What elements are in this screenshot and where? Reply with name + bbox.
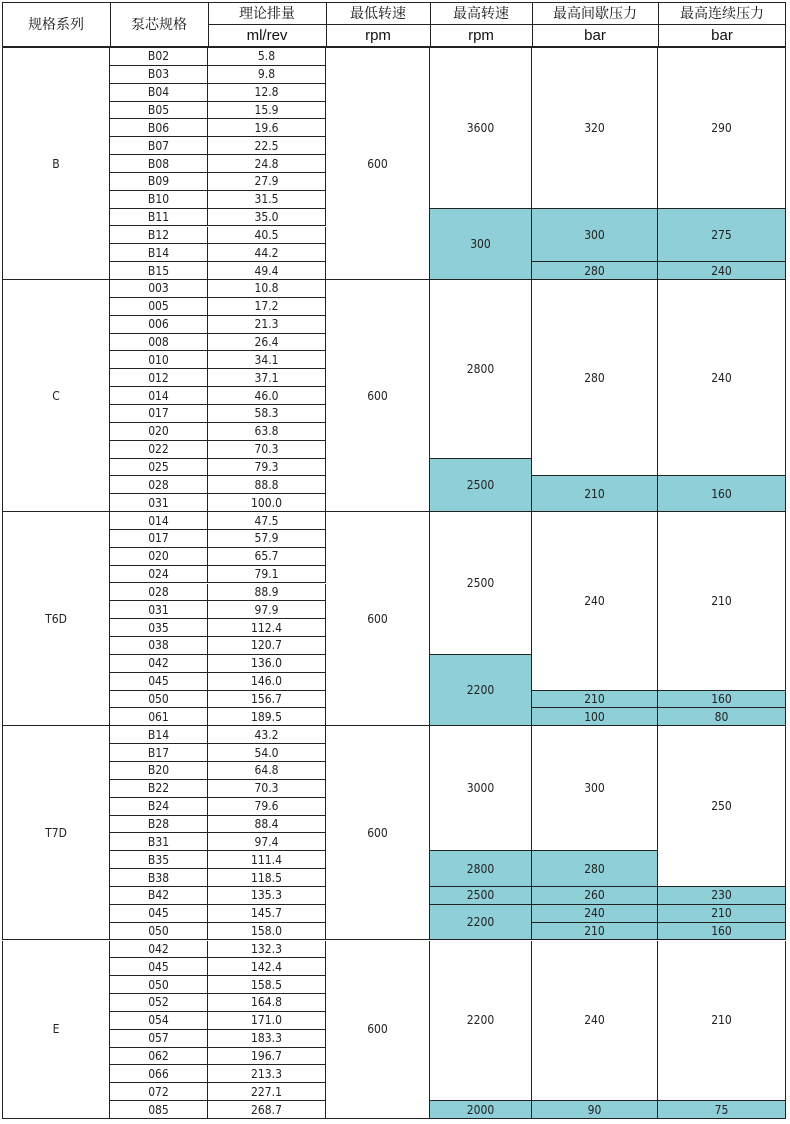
displacement-cell: 79.3 [208,459,326,477]
max-speed-cell: 300 [430,209,532,280]
core-cell: B10 [110,191,208,209]
core-cell: 006 [110,316,208,334]
min-speed-cell: 600 [326,280,430,512]
max-continuous-cell: 160 [658,923,786,941]
core-cell: 022 [110,441,208,459]
displacement-cell: 183.3 [208,1030,326,1048]
max-continuous-cell: 275 [658,209,786,263]
core-cell: 061 [110,708,208,726]
displacement-cell: 97.4 [208,833,326,851]
min-speed-cell: 600 [326,512,430,726]
core-cell: B17 [110,744,208,762]
displacement-cell: 97.9 [208,601,326,619]
displacement-cell: 15.9 [208,102,326,120]
max-continuous-cell: 75 [658,1101,786,1119]
header-col-line [110,2,111,46]
min-speed-cell: 600 [326,726,430,940]
core-cell: 028 [110,476,208,494]
max-continuous-cell: 290 [658,48,786,209]
displacement-cell: 213.3 [208,1065,326,1083]
core-cell: B04 [110,84,208,102]
core-cell: 045 [110,673,208,691]
core-cell: 017 [110,530,208,548]
core-cell: B42 [110,887,208,905]
max-intermittent-cell: 100 [532,708,658,726]
header-max-speed-unit: rpm [468,26,494,44]
max-intermittent-cell: 260 [532,887,658,905]
header-core: 泵芯规格 [131,17,187,33]
core-cell: 031 [110,601,208,619]
header-mid-border [208,24,786,25]
displacement-cell: 79.1 [208,566,326,584]
displacement-cell: 64.8 [208,762,326,780]
displacement-cell: 79.6 [208,798,326,816]
series-cell: T7D [2,726,110,940]
displacement-cell: 9.8 [208,66,326,84]
core-cell: 014 [110,387,208,405]
max-continuous-cell: 210 [658,905,786,923]
core-cell: B08 [110,155,208,173]
displacement-cell: 49.4 [208,262,326,280]
core-cell: 031 [110,494,208,512]
displacement-cell: 35.0 [208,209,326,227]
max-speed-cell: 2200 [430,941,532,1102]
max-speed-cell: 2500 [430,512,532,655]
displacement-cell: 145.7 [208,905,326,923]
core-cell: 045 [110,905,208,923]
max-continuous-cell: 210 [658,941,786,1102]
header-series: 规格系列 [28,17,84,33]
core-cell: B07 [110,137,208,155]
header-col-line [326,2,327,46]
header-col-line [430,2,431,46]
displacement-cell: 63.8 [208,423,326,441]
core-cell: 066 [110,1065,208,1083]
max-continuous-cell: 160 [658,476,786,512]
core-cell: 050 [110,691,208,709]
header-displacement-unit: ml/rev [246,26,288,44]
displacement-cell: 5.8 [208,48,326,66]
displacement-cell: 58.3 [208,405,326,423]
core-cell: B11 [110,209,208,227]
displacement-cell: 158.5 [208,976,326,994]
displacement-cell: 24.8 [208,155,326,173]
max-intermittent-cell: 300 [532,209,658,263]
core-cell: 008 [110,334,208,352]
core-cell: 012 [110,369,208,387]
core-cell: B09 [110,173,208,191]
header-max-continuous: 最高连续压力 [680,6,764,22]
displacement-cell: 44.2 [208,244,326,262]
displacement-cell: 146.0 [208,673,326,691]
core-cell: 024 [110,566,208,584]
max-intermittent-cell: 280 [532,262,658,280]
max-continuous-cell: 230 [658,887,786,905]
core-cell: B14 [110,244,208,262]
core-cell: 050 [110,923,208,941]
displacement-cell: 88.8 [208,476,326,494]
max-speed-cell: 3000 [430,726,532,851]
core-cell: 050 [110,976,208,994]
series-cell: T6D [2,512,110,726]
displacement-cell: 70.3 [208,441,326,459]
displacement-cell: 120.7 [208,637,326,655]
displacement-cell: 118.5 [208,869,326,887]
displacement-cell: 158.0 [208,923,326,941]
displacement-cell: 70.3 [208,780,326,798]
displacement-cell: 34.1 [208,351,326,369]
spec-table [2,2,786,1119]
displacement-cell: 19.6 [208,119,326,137]
displacement-cell: 43.2 [208,726,326,744]
max-intermittent-cell: 240 [532,512,658,691]
core-cell: B28 [110,816,208,834]
core-cell: B12 [110,227,208,245]
core-cell: B31 [110,833,208,851]
displacement-cell: 112.4 [208,619,326,637]
header-max-continuous-unit: bar [711,26,733,44]
header-max-intermittent-unit: bar [584,26,606,44]
max-intermittent-cell: 210 [532,691,658,709]
displacement-cell: 12.8 [208,84,326,102]
core-cell: B24 [110,798,208,816]
min-speed-cell: 600 [326,941,430,1120]
max-speed-cell: 2800 [430,280,532,459]
core-cell: 042 [110,941,208,959]
core-cell: B02 [110,48,208,66]
header-min-speed-unit: rpm [365,26,391,44]
core-cell: B22 [110,780,208,798]
displacement-cell: 227.1 [208,1083,326,1101]
core-cell: 010 [110,351,208,369]
max-intermittent-cell: 90 [532,1101,658,1119]
core-cell: B35 [110,851,208,869]
displacement-cell: 22.5 [208,137,326,155]
displacement-cell: 26.4 [208,334,326,352]
displacement-cell: 40.5 [208,227,326,245]
displacement-cell: 65.7 [208,548,326,566]
core-cell: 062 [110,1048,208,1066]
displacement-cell: 164.8 [208,994,326,1012]
max-intermittent-cell: 300 [532,726,658,851]
displacement-cell: 132.3 [208,941,326,959]
header-max-speed: 最高转速 [453,6,509,22]
core-cell: 017 [110,405,208,423]
displacement-cell: 136.0 [208,655,326,673]
max-continuous-cell: 240 [658,280,786,476]
core-cell: 054 [110,1012,208,1030]
max-continuous-cell: 160 [658,691,786,709]
max-continuous-cell: 210 [658,512,786,691]
core-cell: B06 [110,119,208,137]
header-col-line [532,2,533,46]
max-continuous-cell: 80 [658,708,786,726]
max-intermittent-cell: 210 [532,476,658,512]
core-cell: 020 [110,423,208,441]
displacement-cell: 196.7 [208,1048,326,1066]
header-col-line [785,2,786,46]
header-max-intermittent: 最高间歇压力 [553,6,637,22]
displacement-cell: 10.8 [208,280,326,298]
displacement-cell: 111.4 [208,851,326,869]
max-continuous-cell: 240 [658,262,786,280]
displacement-cell: 47.5 [208,512,326,530]
core-cell: 020 [110,548,208,566]
displacement-cell: 21.3 [208,316,326,334]
core-cell: 072 [110,1083,208,1101]
max-speed-cell: 2200 [430,655,532,726]
series-cell: B [2,48,110,280]
max-intermittent-cell: 320 [532,48,658,209]
displacement-cell: 171.0 [208,1012,326,1030]
series-cell: C [2,280,110,512]
core-cell: B15 [110,262,208,280]
max-speed-cell: 2500 [430,887,532,905]
displacement-cell: 100.0 [208,494,326,512]
max-intermittent-cell: 240 [532,941,658,1102]
core-cell: 045 [110,958,208,976]
max-speed-cell: 2500 [430,459,532,513]
max-speed-cell: 2200 [430,905,532,941]
displacement-cell: 27.9 [208,173,326,191]
header-top-border [2,2,786,3]
core-cell: 052 [110,994,208,1012]
core-cell: 035 [110,619,208,637]
displacement-cell: 54.0 [208,744,326,762]
displacement-cell: 88.4 [208,816,326,834]
core-cell: B03 [110,66,208,84]
min-speed-cell: 600 [326,48,430,280]
max-intermittent-cell: 240 [532,905,658,923]
displacement-cell: 46.0 [208,387,326,405]
core-cell: 014 [110,512,208,530]
max-speed-cell: 2000 [430,1101,532,1119]
displacement-cell: 31.5 [208,191,326,209]
max-speed-cell: 3600 [430,48,532,209]
displacement-cell: 17.2 [208,298,326,316]
core-cell: B05 [110,102,208,120]
displacement-cell: 135.3 [208,887,326,905]
displacement-cell: 37.1 [208,369,326,387]
series-cell: E [2,941,110,1120]
core-cell: 085 [110,1101,208,1119]
displacement-cell: 88.9 [208,584,326,602]
header-col-line [208,2,209,46]
displacement-cell: 268.7 [208,1101,326,1119]
displacement-cell: 57.9 [208,530,326,548]
core-cell: B20 [110,762,208,780]
core-cell: 003 [110,280,208,298]
header-displacement: 理论排量 [239,6,295,22]
core-cell: B14 [110,726,208,744]
header-min-speed: 最低转速 [350,6,406,22]
core-cell: 057 [110,1030,208,1048]
displacement-cell: 189.5 [208,708,326,726]
displacement-cell: 142.4 [208,958,326,976]
displacement-cell: 156.7 [208,691,326,709]
core-cell: B38 [110,869,208,887]
max-intermittent-cell: 280 [532,851,658,887]
core-cell: 025 [110,459,208,477]
header-col-line [658,2,659,46]
max-continuous-cell: 250 [658,726,786,887]
core-cell: 028 [110,584,208,602]
max-speed-cell: 2800 [430,851,532,887]
core-cell: 005 [110,298,208,316]
header-col-line [2,2,3,46]
max-intermittent-cell: 280 [532,280,658,476]
core-cell: 038 [110,637,208,655]
max-intermittent-cell: 210 [532,923,658,941]
core-cell: 042 [110,655,208,673]
